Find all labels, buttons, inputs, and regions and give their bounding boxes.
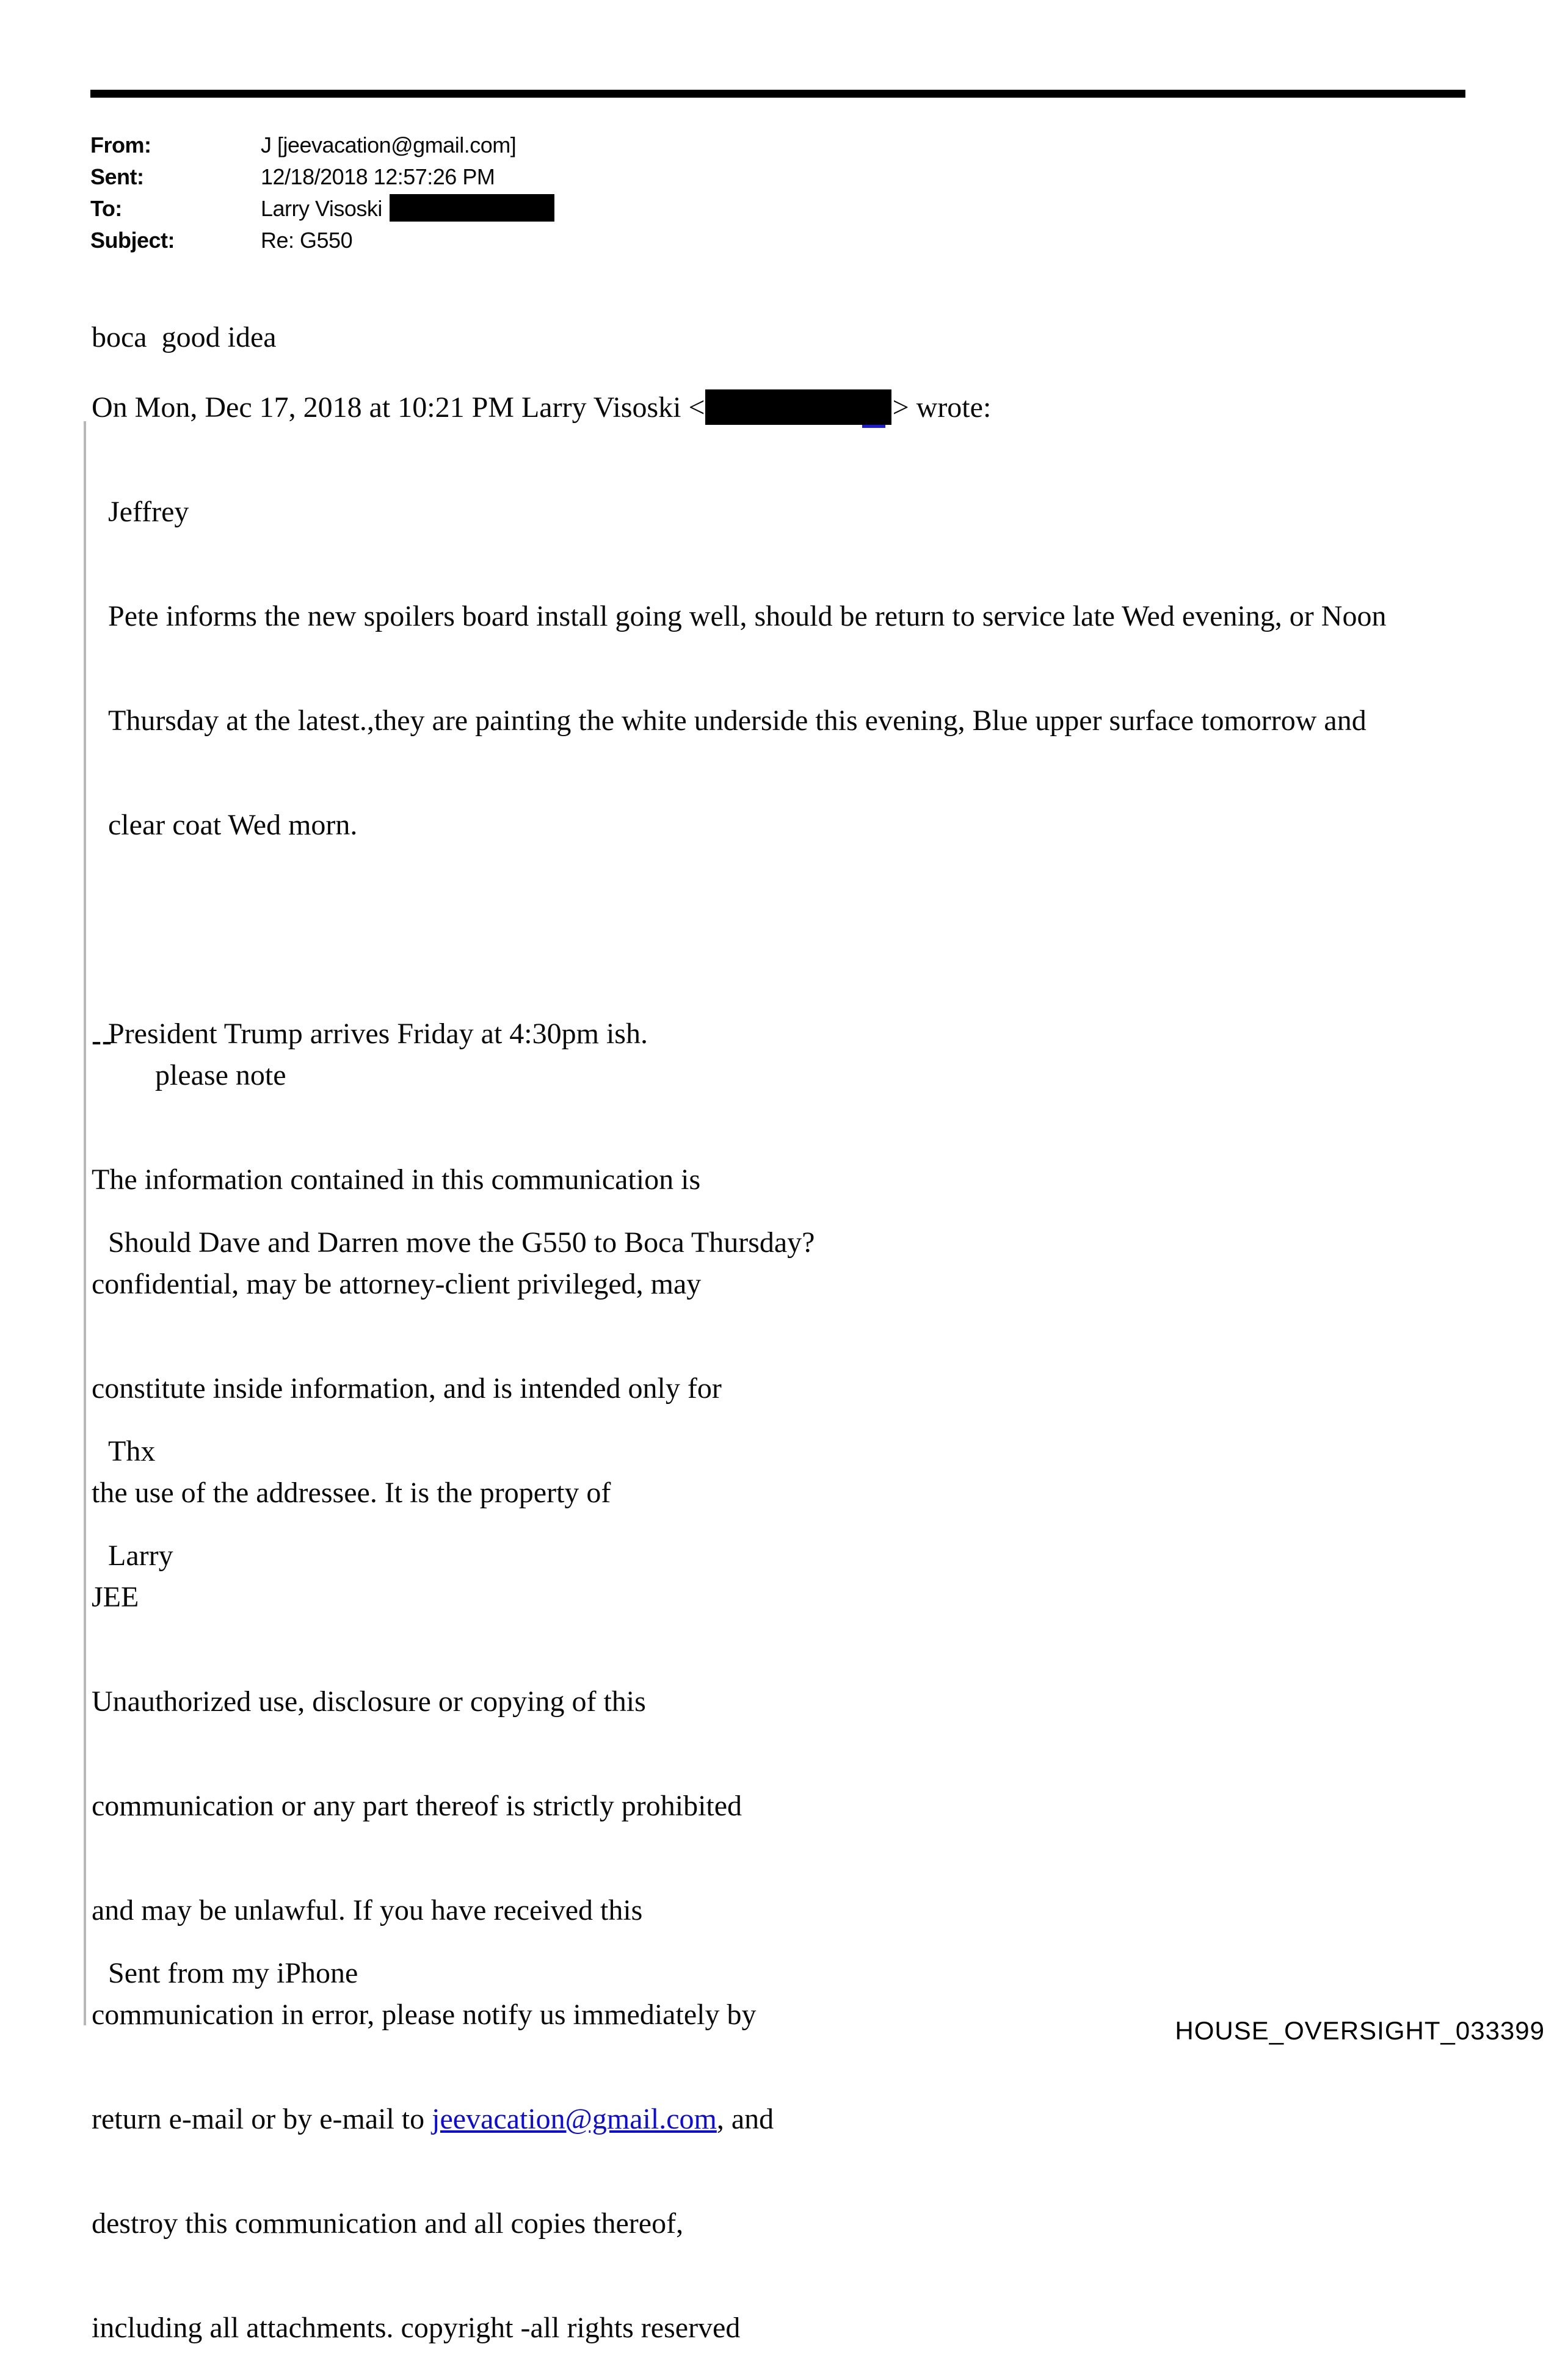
sent-value: 12/18/2018 12:57:26 PM	[261, 164, 495, 189]
quoted-line: Should Dave and Darren move the G550 to Boca Thursday?	[108, 1226, 815, 1259]
reply-text: boca good idea	[92, 321, 277, 353]
disclaimer-line: Unauthorized use, disclosure or copying of this	[92, 1685, 646, 1718]
disclaimer-line: and may be unlawful. If you have received this	[92, 1894, 643, 1926]
quoted-line: Pete informs the new spoilers board install going well, should be return to service late Wed evening, or Noon	[108, 600, 1387, 632]
disclaimer-link-line	[92, 2102, 916, 2136]
from-label: From:	[90, 132, 151, 157]
to-label: To:	[90, 196, 122, 221]
email-link[interactable]: jeevacation@gmail.com	[432, 2103, 717, 2135]
header-divider-rule	[90, 90, 1465, 98]
to-recipient-name: Larry Visoski	[261, 196, 382, 221]
disclaimer-line: destroy this communication and all copies thereof,	[92, 2207, 684, 2240]
disclaimer-line: confidential, may be attorney-client privileged, may	[92, 1268, 702, 1300]
sent-label: Sent:	[90, 164, 144, 189]
quoted-line: clear coat Wed morn.	[108, 809, 358, 841]
disclaimer-line: including all attachments. copyright -all rights reserved	[92, 2312, 741, 2344]
disclaimer-line: communication in error, please notify us immediately by	[92, 1998, 757, 2031]
from-value: J [jeevacation@gmail.com]	[261, 132, 517, 157]
header-row-from	[90, 129, 554, 161]
signature-note: please note	[155, 1059, 286, 1091]
disclaimer-line: The information contained in this communication is	[92, 1163, 701, 1196]
header-row-subject	[90, 225, 554, 256]
quoted-line: Jeffrey	[108, 496, 189, 528]
to-value	[261, 193, 554, 225]
link-line-after: , and	[716, 2103, 774, 2135]
signature-separator: --	[92, 1024, 112, 1057]
disclaimer-line: communication or any part thereof is strictly prohibited	[92, 1790, 742, 1822]
subject-label: Subject:	[90, 228, 175, 253]
quoted-line-blank	[108, 912, 1512, 947]
attribution-text-after: > wrote:	[892, 391, 992, 424]
header-row-to	[90, 193, 554, 225]
sent-from-iphone-line: Sent from my iPhone	[108, 1957, 358, 1989]
redaction-box-to-email	[390, 194, 554, 222]
attribution-text-before: On Mon, Dec 17, 2018 at 10:21 PM Larry Visoski <	[92, 391, 705, 424]
signature-disclaimer	[92, 1093, 916, 2380]
quote-attribution	[92, 389, 1514, 425]
quoted-line: President Trump arrives Friday at 4:30pm ish.	[108, 1018, 648, 1050]
email-header	[90, 129, 554, 256]
bates-number: HOUSE_OVERSIGHT_033399	[1175, 2016, 1545, 2045]
quoted-line: Thx	[108, 1435, 156, 1467]
quoted-line: Thursday at the latest.,they are painting the white underside this evening, Blue upper surface tomorrow and	[108, 704, 1366, 737]
link-line-before: return e-mail or by e-mail to	[92, 2103, 432, 2135]
disclaimer-line: JEE	[92, 1581, 139, 1613]
redaction-box-attribution-email	[705, 389, 891, 425]
disclaimer-line: constitute inside information, and is intended only for	[92, 1372, 722, 1405]
quoted-line: Larry	[108, 1539, 173, 1572]
header-row-sent	[90, 161, 554, 193]
disclaimer-line: the use of the addressee. It is the property of	[92, 1477, 611, 1509]
subject-value: Re: G550	[261, 228, 353, 253]
